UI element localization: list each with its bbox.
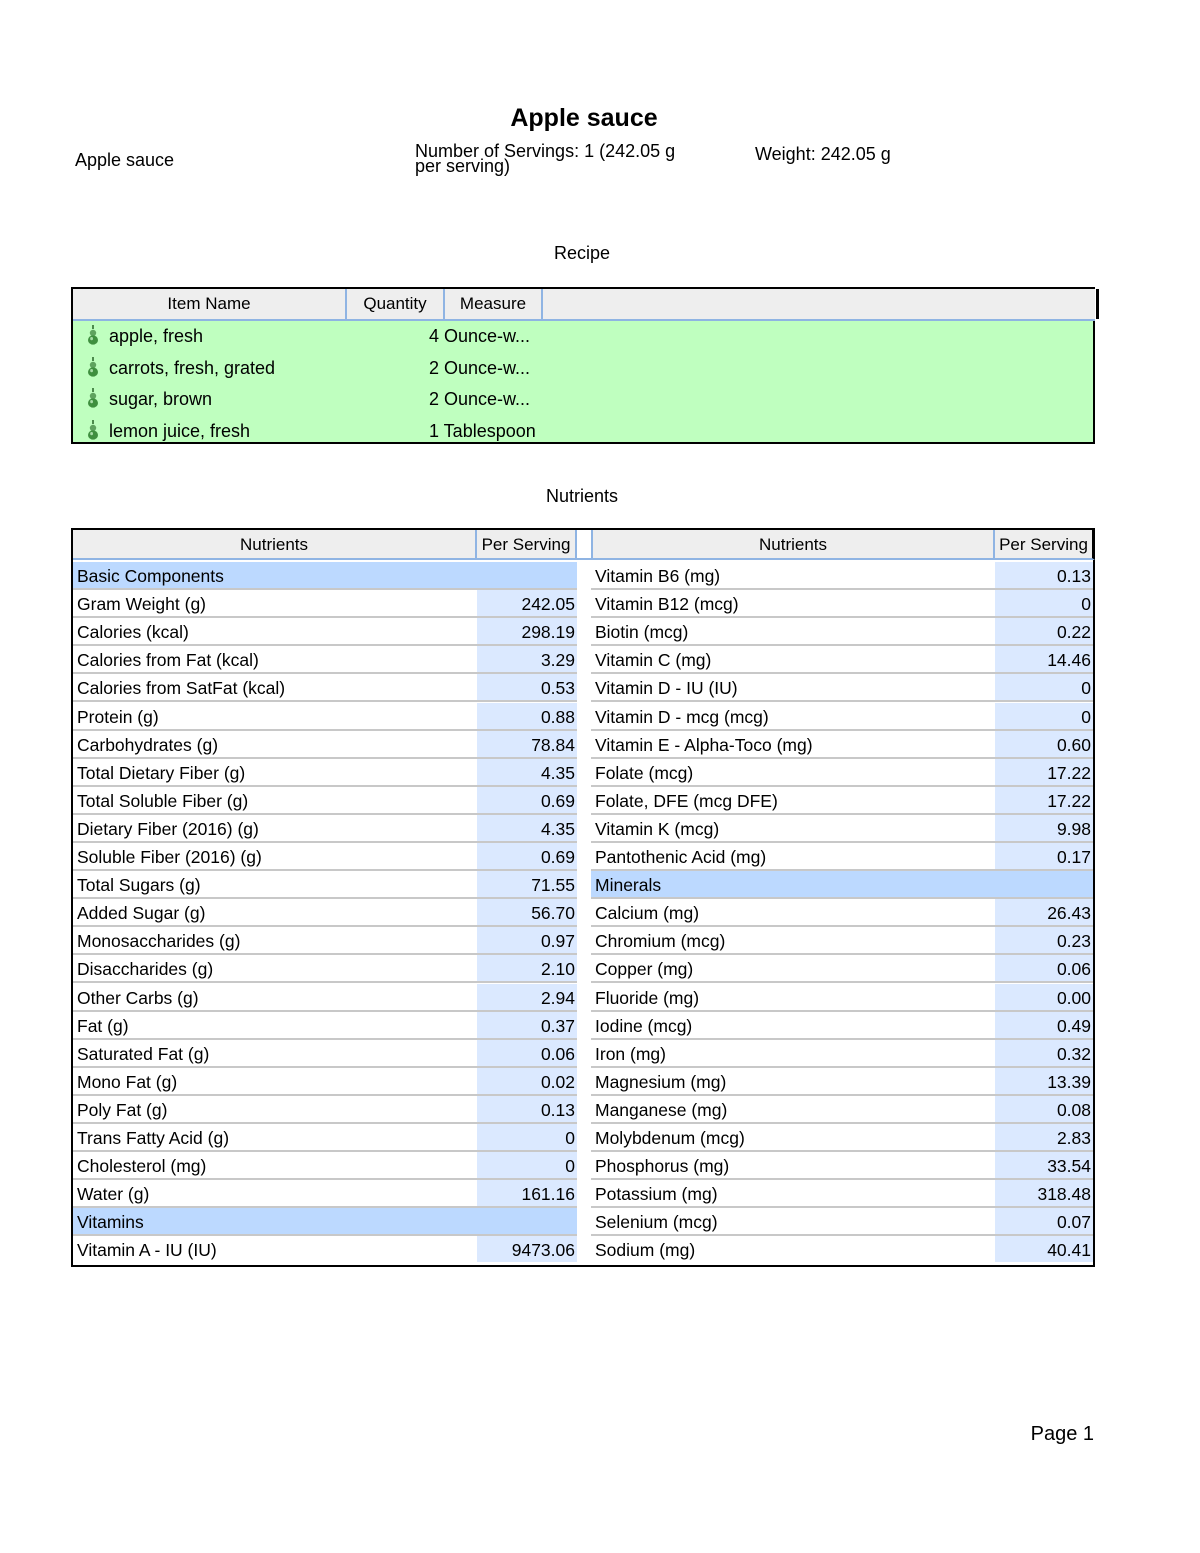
nutrient-value: 0.88 [477, 703, 577, 729]
nutrients-table [71, 528, 1095, 1267]
group-highlight [591, 871, 1093, 897]
nutrient-name: Cholesterol (mg) [77, 1156, 207, 1177]
servings-line-2: per serving) [415, 156, 511, 176]
nutrient-row [73, 899, 577, 927]
nutrient-name: Iodine (mcg) [595, 1015, 693, 1036]
nutrient-name: Vitamin D - IU (IU) [595, 678, 738, 699]
nutrient-row [591, 703, 1095, 731]
nutrient-group-header [591, 871, 1095, 899]
nutrient-value: 0.53 [477, 674, 577, 700]
nutrient-row [591, 927, 1095, 955]
nutrient-row [73, 843, 577, 871]
recipe-item-name: sugar, brown [109, 389, 213, 409]
nutrient-row [591, 1068, 1095, 1096]
nutrient-name: Protein (g) [77, 706, 159, 727]
nutrient-value: 33.54 [995, 1152, 1093, 1178]
nutrient-value: 9.98 [995, 815, 1093, 841]
weight-info: Weight: 242.05 g [755, 144, 891, 164]
nutrients-section-title: Nutrients [545, 486, 619, 506]
nutrient-row [73, 1236, 577, 1264]
nutrient-value: 0.17 [995, 843, 1093, 869]
nutrient-value: 0 [995, 674, 1093, 700]
recipe-name: Apple sauce [75, 150, 175, 170]
nutrient-name: Carbohydrates (g) [77, 734, 219, 755]
nutrient-row [73, 759, 577, 787]
nutrient-row [591, 1096, 1095, 1124]
nutrient-name: Dietary Fiber (2016) (g) [77, 818, 259, 839]
nutrient-row [591, 1152, 1095, 1180]
nutrient-name: Calcium (mg) [595, 903, 700, 924]
nutrient-value: 17.22 [995, 787, 1093, 813]
nutrient-name: Folate (mcg) [595, 762, 694, 783]
nutrient-row [591, 1208, 1095, 1236]
nutrient-name: Chromium (mcg) [595, 931, 726, 952]
nutrient-row [73, 1068, 577, 1096]
header-divider [1096, 289, 1099, 319]
nutrient-name: Water (g) [77, 1184, 150, 1205]
nutrient-row [591, 1180, 1095, 1208]
nutrient-value: 17.22 [995, 759, 1093, 785]
nutrient-name: Vitamin C (mg) [595, 650, 712, 671]
nutrient-value: 0 [995, 590, 1093, 616]
nutrient-value: 0.37 [477, 1012, 577, 1038]
nutrient-row [591, 562, 1095, 590]
nutrient-name: Mono Fat (g) [77, 1071, 178, 1092]
ingredient-icon [87, 388, 99, 408]
nutrient-name: Selenium (mcg) [595, 1212, 718, 1233]
nutrient-row [73, 1152, 577, 1180]
nutrient-name: Biotin (mcg) [595, 622, 689, 643]
nutrient-value: 0.69 [477, 787, 577, 813]
nutrient-name: Added Sugar (g) [77, 903, 206, 924]
nutrient-name: Iron (mg) [595, 1043, 666, 1064]
nutrient-name: Phosphorus (mg) [595, 1156, 730, 1177]
nutrient-value: 3.29 [477, 646, 577, 672]
nutrient-name: Calories from Fat (kcal) [77, 650, 259, 671]
nutrient-name: Vitamin A - IU (IU) [77, 1240, 217, 1261]
nutrient-name: Total Sugars (g) [77, 875, 201, 896]
nutrient-name: Molybdenum (mcg) [595, 1128, 745, 1148]
nutrient-value: 56.70 [477, 899, 577, 925]
nutrient-name: Sodium (mg) [595, 1240, 696, 1261]
nutrient-value: 71.55 [477, 871, 577, 897]
column-header-per-serving-right[interactable]: Per Serving [995, 530, 1095, 560]
nutrient-row [73, 618, 577, 646]
nutrient-value: 4.35 [477, 759, 577, 785]
recipe-table-header [73, 289, 1095, 321]
nutrient-name: Disaccharides (g) [77, 959, 214, 980]
nutrient-row [591, 899, 1095, 927]
column-header-item-name[interactable]: Item Name [73, 289, 347, 319]
column-gap [577, 530, 591, 560]
recipe-row[interactable] [73, 416, 1093, 448]
nutrient-name: Folate, DFE (mcg DFE) [595, 790, 778, 811]
nutrient-row [591, 759, 1095, 787]
ingredient-icon [87, 357, 99, 377]
nutrient-row [591, 646, 1095, 674]
nutrient-value: 0.02 [477, 1068, 577, 1094]
recipe-item-quantity: 2 Ounce-w... [429, 357, 531, 378]
column-header-measure[interactable]: Measure [445, 289, 543, 319]
column-header-per-serving-left[interactable]: Per Serving [477, 530, 577, 560]
recipe-row[interactable] [73, 353, 1093, 385]
nutrient-value: 9473.06 [477, 1236, 577, 1262]
column-header-nutrients-right[interactable]: Nutrients [591, 530, 995, 560]
nutrient-row [591, 731, 1095, 759]
nutrient-row [73, 1012, 577, 1040]
nutrient-value: 13.39 [995, 1068, 1093, 1094]
nutrient-value: 298.19 [477, 618, 577, 644]
nutrient-value: 161.16 [477, 1180, 577, 1206]
nutrient-value: 0.49 [995, 1012, 1093, 1038]
nutrient-row [73, 927, 577, 955]
group-highlight [73, 1208, 577, 1234]
nutrient-name: Potassium (mg) [595, 1184, 718, 1205]
nutrient-row [591, 1040, 1095, 1068]
nutrient-name: Vitamin B12 (mcg) [595, 594, 739, 615]
nutrient-value: 0.07 [995, 1208, 1093, 1234]
nutrient-name: Saturated Fat (g) [77, 1043, 210, 1064]
nutrient-value: 2.10 [477, 955, 577, 981]
nutrient-name: Trans Fatty Acid (g) [77, 1128, 230, 1148]
servings-info [415, 141, 705, 176]
nutrient-row [73, 787, 577, 815]
servings-line-1: Number of Servings: 1 (242.05 g [415, 141, 676, 161]
nutrient-group-header [73, 562, 577, 590]
nutrient-group-header [73, 1208, 577, 1236]
nutrient-value: 40.41 [995, 1236, 1093, 1262]
nutrient-name: Vitamin K (mcg) [595, 818, 720, 839]
nutrient-value: 0.22 [995, 618, 1093, 644]
nutrient-row [73, 731, 577, 759]
nutrient-value: 0.32 [995, 1040, 1093, 1066]
nutrient-row [591, 1012, 1095, 1040]
nutrient-name: Gram Weight (g) [77, 594, 207, 615]
nutrient-value: 14.46 [995, 646, 1093, 672]
nutrient-value: 4.35 [477, 815, 577, 841]
nutrient-row [591, 618, 1095, 646]
nutrient-value: 0.13 [995, 562, 1093, 588]
nutrient-name: Copper (mg) [595, 959, 694, 980]
nutrient-value: 0.06 [995, 955, 1093, 981]
nutrient-row [591, 590, 1095, 618]
recipe-row[interactable] [73, 384, 1093, 416]
nutrient-row [591, 674, 1095, 702]
nutrient-row [591, 1124, 1095, 1152]
nutrient-value: 2.83 [995, 1124, 1093, 1150]
nutrient-value: 0.08 [995, 1096, 1093, 1122]
nutrient-row [73, 1096, 577, 1124]
ingredient-icon [87, 420, 99, 440]
nutrient-row [73, 703, 577, 731]
nutrient-row [73, 1040, 577, 1068]
nutrient-name: Other Carbs (g) [77, 987, 199, 1008]
nutrient-value: 242.05 [477, 590, 577, 616]
page-title: Apple sauce [510, 104, 658, 132]
nutrient-value: 0.13 [477, 1096, 577, 1122]
nutrient-row [73, 1124, 577, 1152]
nutrient-row [73, 674, 577, 702]
page-number: Page 1 [1030, 1423, 1094, 1445]
nutrient-row [73, 646, 577, 674]
nutrient-name: Calories from SatFat (kcal) [77, 678, 286, 699]
recipe-row[interactable] [73, 321, 1093, 353]
nutrient-row [73, 1180, 577, 1208]
recipe-section-title: Recipe [553, 243, 611, 263]
nutrient-row [73, 590, 577, 618]
recipe-item-name: lemon juice, fresh [109, 420, 251, 441]
nutrient-name: Manganese (mg) [595, 1099, 728, 1120]
nutrient-name: Minerals [595, 875, 662, 896]
nutrient-value: 0 [477, 1152, 577, 1178]
nutrient-name: Total Dietary Fiber (g) [77, 762, 246, 783]
nutrient-name: Magnesium (mg) [595, 1071, 727, 1092]
nutrient-row [73, 984, 577, 1012]
nutrient-value: 0.00 [995, 984, 1093, 1010]
nutrient-value: 0.23 [995, 927, 1093, 953]
nutrient-name: Fluoride (mg) [595, 987, 700, 1008]
nutrient-row [591, 815, 1095, 843]
column-header-nutrients-left[interactable]: Nutrients [73, 530, 477, 560]
nutrient-name: Calories (kcal) [77, 622, 189, 643]
ingredient-icon [87, 325, 99, 345]
nutrient-value: 0.97 [477, 927, 577, 953]
nutrient-value: 0.06 [477, 1040, 577, 1066]
nutrient-value: 0 [995, 703, 1093, 729]
nutrient-name: Soluble Fiber (2016) (g) [77, 847, 262, 867]
nutrient-name: Basic Components [77, 566, 224, 586]
recipe-item-quantity: 2 Ounce-w... [429, 389, 531, 409]
nutrient-value: 26.43 [995, 899, 1093, 925]
nutrient-name: Fat (g) [77, 1015, 129, 1036]
nutrient-name: Poly Fat (g) [77, 1099, 168, 1120]
nutrient-value: 78.84 [477, 731, 577, 757]
nutrient-value: 0.69 [477, 843, 577, 869]
nutrient-value: 0 [477, 1124, 577, 1150]
nutrient-row [591, 1236, 1095, 1264]
nutrient-name: Monosaccharides (g) [77, 931, 241, 952]
recipe-item-name: apple, fresh [109, 326, 204, 346]
nutrient-row [591, 787, 1095, 815]
recipe-item-quantity: 4 Ounce-w... [429, 326, 531, 346]
nutrient-row [591, 984, 1095, 1012]
nutrient-name: Vitamin E - Alpha-Toco (mg) [595, 734, 813, 755]
nutrient-row [73, 871, 577, 899]
nutrient-name: Total Soluble Fiber (g) [77, 790, 249, 811]
recipe-item-quantity: 1 Tablespoon [429, 420, 536, 441]
nutrient-value: 318.48 [995, 1180, 1093, 1206]
column-header-quantity[interactable]: Quantity [347, 289, 445, 319]
nutrient-value: 0.60 [995, 731, 1093, 757]
nutrient-name: Vitamins [77, 1212, 144, 1233]
nutrient-name: Vitamin B6 (mg) [595, 566, 721, 586]
nutrient-row [73, 955, 577, 983]
nutrient-name: Vitamin D - mcg (mcg) [595, 706, 769, 727]
nutrient-row [73, 815, 577, 843]
nutrient-row [591, 955, 1095, 983]
nutrient-value: 2.94 [477, 984, 577, 1010]
recipe-item-name: carrots, fresh, grated [109, 357, 276, 378]
nutrient-row [591, 843, 1095, 871]
nutrient-name: Pantothenic Acid (mg) [595, 847, 767, 867]
recipe-table [71, 287, 1095, 444]
